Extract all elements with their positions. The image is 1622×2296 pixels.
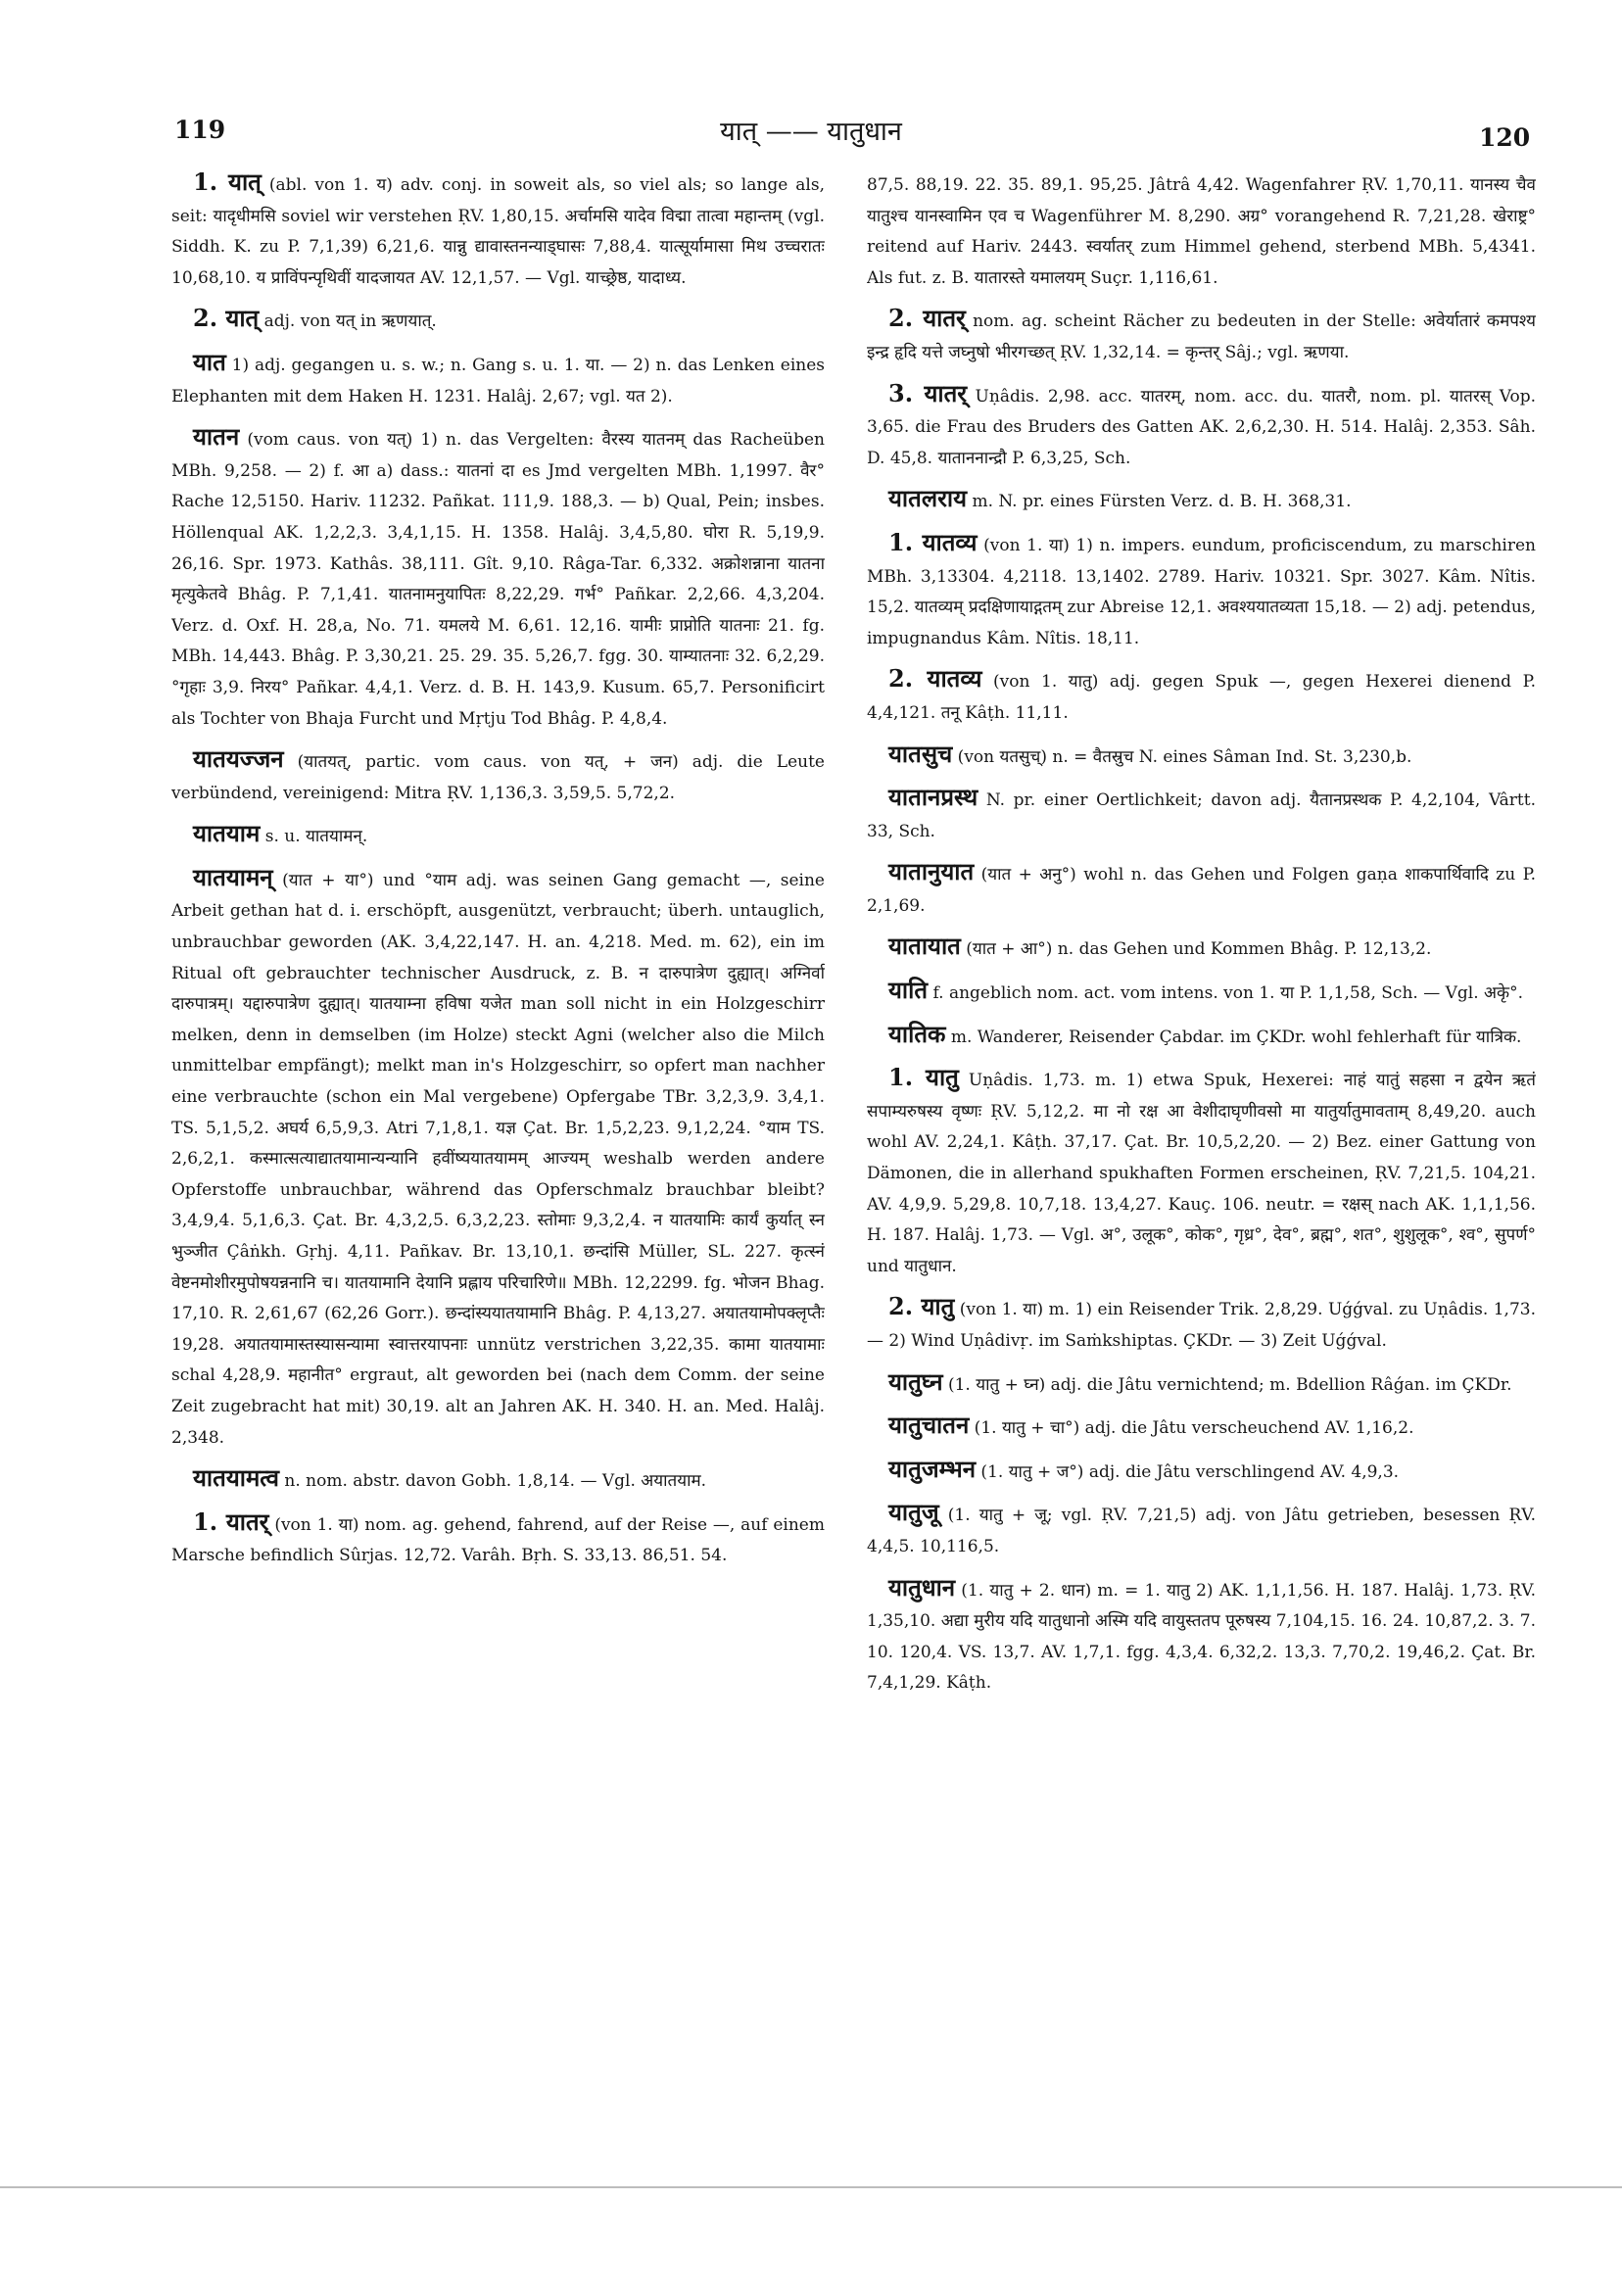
dictionary-entry — [867, 483, 1536, 518]
entry-body: (यात + आ°) n. das Gehen und Kommen Bhâg. P. 12,13,2. — [960, 939, 1432, 960]
entry-headword: 1. यात् — [193, 167, 262, 196]
entry-headword: यातुजू — [888, 1498, 939, 1527]
dictionary-entry — [867, 378, 1536, 475]
right-column — [867, 167, 1536, 2145]
left-column — [171, 167, 825, 2145]
entry-body: m. N. pr. eines Fürsten Verz. d. B. H. 368,31. — [967, 492, 1352, 512]
dictionary-entry — [867, 1366, 1536, 1402]
entry-body: m. Wanderer, Reisender Çabdar. im ÇKDr. wohl fehlerhaft für यात्रिक. — [945, 1027, 1522, 1047]
dictionary-entry — [867, 975, 1536, 1010]
entry-body: N. pr. einer Oertlichkeit; davon adj. यैतानप्रस्थक P. 4,2,104, Vârtt. 33, Sch. — [867, 790, 1536, 841]
dictionary-entry — [867, 303, 1536, 368]
dictionary-entry — [867, 527, 1536, 654]
entry-body: (von 1. या) 1) n. impers. eundum, proficiscendum, zu marschiren MBh. 3,13304. 4,2118. 13,1402. 2789. Hariv. 10321. Spr. 3027. Kâm. Nîtis. 15,2. यातव्यम् प्रदक्षिणायाद्गतम् zur Abreise 12,1. अवश्ययातव्यता 15,18. — 2) adj. petendus, impugnandus Kâm. Nîtis. 18,11. — [867, 535, 1536, 648]
dictionary-entry — [867, 931, 1536, 966]
dictionary-entry — [171, 818, 825, 853]
entry-headword: यातुजम्भन — [888, 1454, 977, 1483]
footer-rule — [0, 2186, 1622, 2188]
entry-body: (यातयत्, partic. vom caus. von यत्, + जन) adj. die Leute verbündend, vereinigend: Mitra ṚV. 1,136,3. 3,59,5. 5,72,2. — [171, 752, 825, 803]
entry-body: s. u. यातयामन्. — [260, 827, 368, 847]
dictionary-entry — [867, 782, 1536, 847]
entry-headword: यातुघ्न — [888, 1366, 943, 1396]
dictionary-entry — [867, 167, 1536, 294]
entry-headword: 2. यातर् — [888, 304, 966, 333]
entry-headword: यातलराय — [888, 484, 968, 513]
entry-headword: यातसुच — [888, 739, 953, 768]
entry-headword: 2. यात् — [193, 304, 260, 333]
entry-body: (abl. von 1. य) adv. conj. in soweit als, so viel als; so lange als, seit: यादृधीमसि soviel wir verstehen ṚV. 1,80,15. अर्चामसि यादेव विद्मा तात्वा महान्तम् (vgl. Siddh. K. zu P. 7,1,39) 6,21,6. यान्नु द्यावास्तनन्याड्घासः 7,88,4. यात्सूर्यामासा मिथ उच्चरातः 10,68,10. य प्राविंपन्पृथिवीं यादजायत AV. 12,1,57. — Vgl. याच्छ्रेष्ठ, यादाध्य. — [171, 175, 825, 288]
entry-headword: यातानुयात — [888, 857, 975, 886]
entry-body: f. angeblich nom. act. vom intens. von 1. या P. 1,1,58, Sch. — Vgl. अकृे°. — [928, 983, 1523, 1004]
entry-body: (यात + या°) und °याम adj. was seinen Gang gemacht —, seine Arbeit gethan hat d. i. erschöpft, ausgenützt, verbraucht; überh. untauglich, unbrauchbar geworden (AK. 3,4,22,147. H. an. 4,218. Med. m. 62), ein im Ritual oft gebrauchter technischer Ausdruck, z. B. न दारुपात्रेण दुह्यात्। अग्निर्वा दारुपात्रम्। यद्दारुपात्रेण दुह्यात्। यातयाम्ना हविषा यजेत man soll nicht in ein Holzgeschirr melken, denn in demselben (im Holze) steckt Agni (welcher also die Milch unmittelbar empfängt); melkt man in's Holzgeschirr, so opfert man nachher eine verbrauchte (schon ein Mal vergebene) Opfergabe TBr. 3,2,3,9. 3,4,1. TS. 5,1,5,2. अघर्य 6,5,9,3. Atri 7,1,8,1. यज्ञ Çat. Br. 1,5,2,23. 9,1,2,24. °याम TS. 2,6,2,1. कस्मात्सत्याद्यातयामान्यन्यानि हवींष्ययातयामम् आज्यम् weshalb werden andere Opferstoffe unbrauchbar, während das Opferschmalz brauchbar bleibt? 3,4,9,4. 5,1,6,3. Çat. Br. 4,3,2,5. 6,3,2,23. स्तोमाः 9,3,2,4. न यातयामिः कार्यं कुर्यात् स्न भुञ्जीत Çâṅkh. Gṛhj. 4,11. Pañkav. Br. 13,10,1. छन्दांसि Müller, SL. 227. कृत्स्नं वेष्टनमोशीरमुपोषयन्ननानि च। यातयामानि देयानि प्रह्लाय परिचारिणे॥ MBh. 12,2299. fg. भोजन Bhag. 17,10. R. 2,61,67 (62,26 Gorr.). छन्दांस्ययातयामानि Bhâg. P. 4,13,27. अयातयामोपक्लृप्तैः 19,28. अयातयामास्तस्यासन्यामा स्वात्तरयापनाः unnütz verstrichen 3,22,35. कामा यातयामाः schal 4,28,9. महानीत° ergraut, alt geworden bei (nach dem Comm. der seine Zeit zugebracht hat mit) 30,19. alt an Jahren AK. H. 340. H. an. Med. Halâj. 2,348. — [171, 870, 825, 1448]
dictionary-entry — [867, 1410, 1536, 1445]
entry-headword: 2. यातव्य — [888, 664, 982, 694]
entry-body: (von 1. या) nom. ag. gehend, fahrend, auf der Reise —, auf einem Marsche befindlich Sûrjas. 12,72. Varâh. Bṛh. S. 33,13. 86,51. 54. — [171, 1514, 825, 1566]
entry-headword: 1. यातव्य — [888, 527, 978, 556]
entry-body: (1. यातु + जू; vgl. ṚV. 7,21,5) adj. von Jâtu getrieben, besessen ṚV. 4,4,5. 10,116,5. — [867, 1506, 1536, 1556]
page-number-left: 119 — [174, 116, 226, 144]
entry-body: (1. यातु + घ्न) adj. die Jâtu vernichtend; m. Bdellion Râǵan. im ÇKDr. — [942, 1374, 1512, 1395]
entry-body: (vom caus. von यत्) 1) n. das Vergelten: वैरस्य यातनम् das Racheüben MBh. 9,258. — 2) f. आ a) dass.: यातनां दा es Jmd vergelten MBh. 1,1997. वैर° Rache 12,5150. Hariv. 11232. Pañkat. 111,9. 188,3. — b) Qual, Pein; insbes. Höllenqual AK. 1,2,2,3. 3,4,1,15. H. 1358. Halâj. 3,4,5,80. घोरा R. 5,19,9. 26,16. Spr. 1973. Kathâs. 38,111. Gît. 9,10. Râga-Tar. 6,332. अक्रोशन्नाना यातना मृत्युकेतवे Bhâg. P. 7,1,41. यातनामनुयापितः 8,22,29. गर्भ° Pañkar. 2,2,66. 4,3,204. Verz. d. Oxf. H. 28,a, No. 71. यमलये M. 6,61. 12,16. यामीः प्राप्नोति यातनाः 21. fg. MBh. 14,443. Bhâg. P. 3,30,21. 25. 29. 35. 5,26,7. fgg. 30. याम्यातनाः 32. 6,2,29. °गृहाः 3,9. निरय° Pañkar. 4,4,1. Verz. d. B. H. 143,9. Kusum. 65,7. Personificirt als Tochter von Bhaja Furcht und Mṛtju Tod Bhâg. P. 4,8,4. — [171, 430, 825, 729]
dictionary-entry — [171, 1462, 825, 1498]
entry-body: (von यतसुच्) n. = वैतस्रुच N. eines Sâman Ind. St. 3,230,b. — [952, 746, 1412, 767]
entry-headword: 2. यातु — [888, 1292, 955, 1321]
entry-headword: 3. यातर् — [888, 378, 968, 407]
entry-body: (यात + अनु°) wohl n. das Gehen und Folgen gaṇa शाकपार्थिवादि zu P. 2,1,69. — [867, 865, 1536, 916]
dictionary-entry — [171, 1507, 825, 1572]
entry-headword: यातयाम — [193, 819, 261, 848]
dictionary-entry — [171, 303, 825, 338]
dictionary-entry — [867, 1454, 1536, 1489]
dictionary-entry — [867, 1572, 1536, 1699]
entry-body: (1. यातु + ज°) adj. die Jâtu verschlingend AV. 4,9,3. — [976, 1461, 1400, 1482]
dictionary-entry — [171, 862, 825, 1454]
entry-body: Uṇâdis. 2,98. acc. यातरम्, nom. acc. du. यातरौ, nom. pl. यातरस् Vop. 3,65. die Frau des Bruders des Gatten AK. 2,6,2,30. H. 514. Halâj. 2,353. Sâh. D. 45,8. याताननान्द्रौ P. 6,3,25, Sch. — [867, 386, 1536, 468]
dictionary-entry — [867, 1019, 1536, 1054]
entry-body: Uṇâdis. 1,73. m. 1) etwa Spuk, Hexerei: नाहं यातुं सहसा न द्वयेन ऋतं सपाम्यरुषस्य वृष्णः ṚV. 5,12,2. मा नो रक्ष आ वेशीदाघृणीवसो मा यातुर्यातुमावताम् 8,49,20. auch wohl AV. 2,24,1. Kâṭh. 37,17. Çat. Br. 10,5,2,20. — 2) Bez. einer Gattung von Dämonen, die in allerhand spukhaften Formen erscheinen, ṚV. 7,21,5. 104,21. AV. 4,9,9. 5,29,8. 10,7,18. 13,4,27. Kauç. 106. neutr. = रक्षस् nach AK. 1,1,1,56. H. 187. Halâj. 1,73. — Vgl. अ°, उलूक°, कोक°, गृध्र°, देव°, ब्रह्म°, शत°, शुशुलूक°, श्व°, सुपर्ण° und यातुधान. — [867, 1071, 1536, 1276]
dictionary-entry — [171, 347, 825, 412]
entry-headword: 1. यातर् — [193, 1507, 269, 1536]
entry-body: (von 1. यातु) adj. gegen Spuk —, gegen Hexerei dienend P. 4,4,121. तनू Kâṭh. 11,11. — [867, 672, 1536, 723]
entry-headword: यातिक — [888, 1019, 946, 1048]
dictionary-entry — [867, 739, 1536, 774]
entry-headword: यातन — [193, 422, 240, 452]
dictionary-entry — [867, 1291, 1536, 1357]
entry-body: 87,5. 88,19. 22. 35. 89,1. 95,25. Jâtrâ 4,42. Wagenfahrer ṚV. 1,70,11. यानस्य चैव यातुश्च यानस्वामिन एव च Wagenführer M. 8,290. अग्र° vorangehend R. 7,21,28. खेराष्ट्र° reitend auf Hariv. 2443. स्वर्यातर् zum Himmel gehend, sterbend MBh. 5,4341. Als fut. z. B. यातारस्ते यमालयम् Suçr. 1,116,61. — [867, 175, 1536, 288]
running-head: यात् —— यातुधान — [720, 117, 902, 147]
entry-body: 1) adj. gegangen u. s. w.; n. Gang s. u. 1. या. — 2) n. das Lenken eines Elephanten mit dem Haken H. 1231. Halâj. 2,67; vgl. यत 2). — [171, 355, 825, 407]
entry-body: n. nom. abstr. davon Gobh. 1,8,14. — Vgl. अयातयाम. — [279, 1471, 707, 1492]
entry-body: (1. यातु + 2. धान) m. = 1. यातु 2) AK. 1,1,1,56. H. 187. Halâj. 1,73. ṚV. 1,35,10. अद्या मुरीय यदि यातुधानो अस्मि यदि वायुस्ततप पूरुषस्य 7,104,15. 16. 24. 10,87,2. 3. 7. 10. 120,4. VS. 13,7. AV. 1,7,1. fgg. 4,3,4. 6,32,2. 13,3. 7,70,2. 19,46,2. Çat. Br. 7,4,1,29. Kâṭh. — [867, 1580, 1536, 1694]
entry-headword: यात — [193, 347, 226, 376]
entry-body: (1. यातु + चा°) adj. die Jâtu verscheuchend AV. 1,16,2. — [969, 1418, 1414, 1439]
dictionary-entry — [867, 856, 1536, 922]
entry-headword: यातयामत्व — [193, 1463, 280, 1493]
entry-headword: यातयज्जन — [193, 744, 284, 774]
dictionary-entry — [867, 1497, 1536, 1562]
entry-body: (von 1. या) m. 1) ein Reisender Trik. 2,8,29. Uǵǵval. zu Uṇâdis. 1,73. — 2) Wind Uṇâdivṛ. im Saṁkshiptas. ÇKDr. — 3) Zeit Uǵǵval. — [867, 1300, 1536, 1351]
entry-headword: याति — [888, 976, 929, 1005]
entry-headword: यातुधान — [888, 1572, 956, 1602]
entry-headword: यातुचातन — [888, 1411, 970, 1440]
dictionary-entry — [171, 743, 825, 809]
dictionary-entry — [171, 421, 825, 735]
dictionary-entry — [867, 663, 1536, 729]
entry-headword: 1. यातु — [888, 1063, 959, 1092]
dictionary-entry — [867, 1062, 1536, 1282]
entry-headword: यातानप्रस्थ — [888, 783, 978, 812]
dictionary-entry — [171, 167, 825, 294]
page-number-right: 120 — [1479, 123, 1531, 152]
entry-headword: यातयामन् — [193, 862, 273, 891]
entry-body: adj. von यत् in ऋणयात्. — [259, 311, 437, 332]
entry-headword: यातायात — [888, 932, 961, 961]
entry-body: nom. ag. scheint Rächer zu bedeuten in der Stelle: अवेर्यातारं कमपश्य इन्द्र हृदि यत्ते जघ्नुषो भीरगच्छत् ṚV. 1,32,14. = कृन्तर् Sâj.; vgl. ऋणया. — [867, 311, 1536, 362]
